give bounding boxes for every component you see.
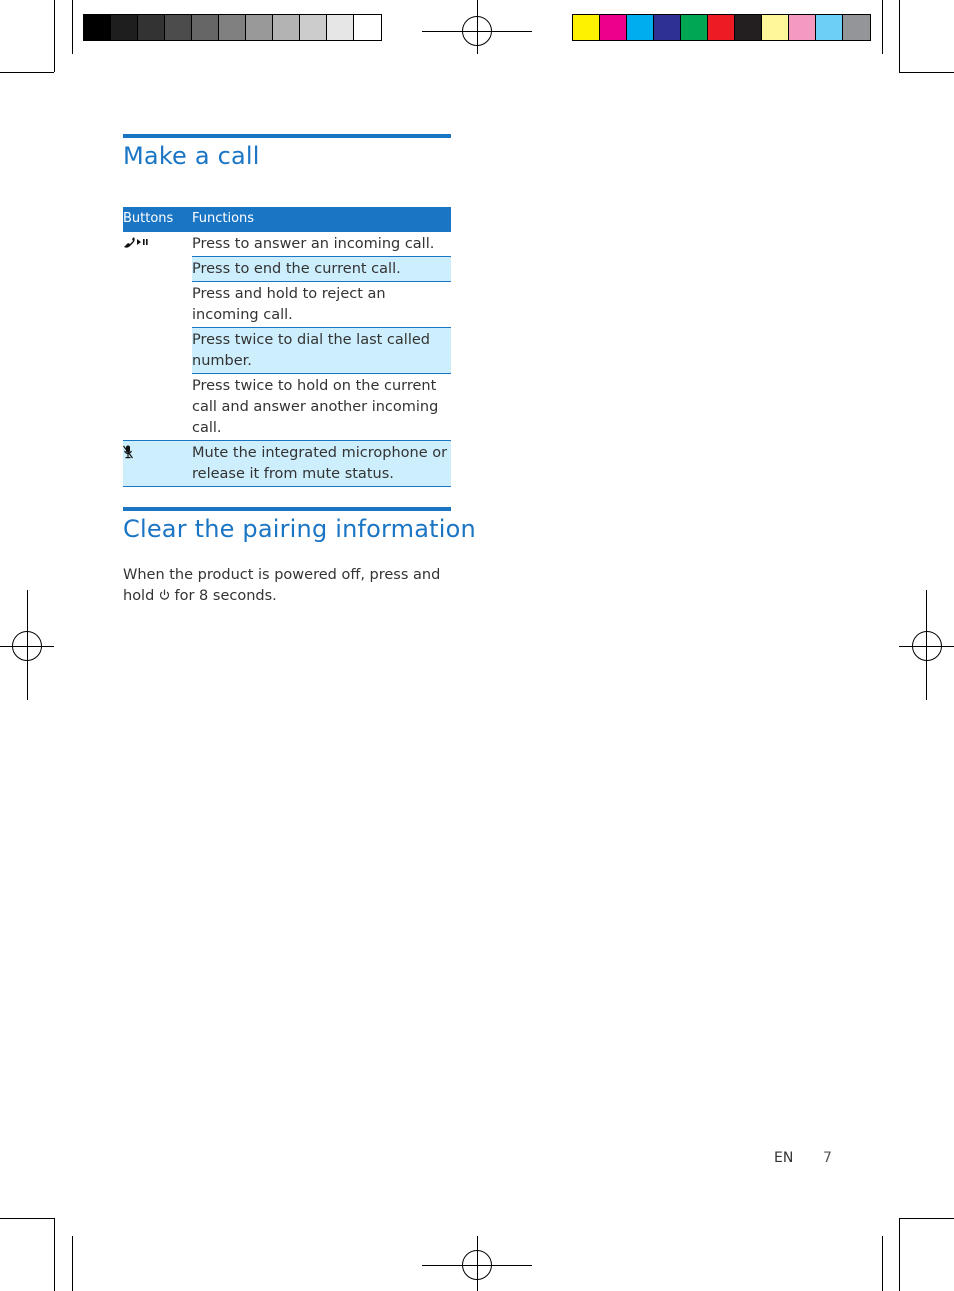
color-swatch bbox=[246, 15, 273, 40]
header-buttons: Buttons bbox=[123, 211, 174, 226]
header-functions: Functions bbox=[192, 211, 255, 226]
section-title-make-a-call: Make a call bbox=[123, 142, 260, 170]
color-swatch bbox=[354, 15, 381, 40]
body-text-after: for 8 seconds. bbox=[169, 588, 277, 604]
body-text-before: When the product is powered off, press and hold bbox=[123, 567, 441, 604]
color-swatch bbox=[627, 15, 654, 40]
color-swatch bbox=[816, 15, 843, 40]
crop-mark bbox=[899, 1218, 900, 1291]
section-title-clear-pairing: Clear the pairing information bbox=[123, 515, 476, 543]
color-swatch bbox=[273, 15, 300, 40]
color-swatch bbox=[843, 15, 870, 40]
crop-mark bbox=[54, 0, 55, 72]
crop-mark bbox=[477, 0, 478, 54]
phone-play-pause-icon bbox=[123, 236, 151, 250]
crop-mark bbox=[899, 72, 954, 73]
footer-language: EN bbox=[774, 1150, 794, 1166]
color-swatch bbox=[654, 15, 681, 40]
color-swatch-bar bbox=[572, 14, 871, 41]
crop-mark bbox=[899, 0, 900, 72]
color-swatch bbox=[681, 15, 708, 40]
crop-mark bbox=[477, 1236, 478, 1291]
color-swatch bbox=[708, 15, 735, 40]
function-cell: Press twice to dial the last called number. bbox=[192, 328, 451, 374]
color-swatch bbox=[789, 15, 816, 40]
section-rule bbox=[123, 134, 451, 138]
crop-mark bbox=[27, 590, 28, 700]
crop-mark bbox=[0, 72, 54, 73]
function-cell: Press twice to hold on the current call and answer another incoming call. bbox=[192, 374, 451, 441]
button-cell bbox=[123, 282, 192, 328]
button-cell bbox=[123, 232, 192, 257]
crop-mark bbox=[0, 1218, 54, 1219]
gray-swatch-bar bbox=[83, 14, 382, 41]
button-cell bbox=[123, 257, 192, 282]
color-swatch bbox=[735, 15, 762, 40]
table-row bbox=[123, 328, 451, 374]
table-header bbox=[123, 207, 451, 230]
section-rule bbox=[123, 507, 451, 511]
color-swatch bbox=[327, 15, 354, 40]
crop-mark bbox=[72, 1236, 73, 1291]
table-row bbox=[123, 257, 451, 282]
table-row bbox=[123, 374, 451, 441]
body-paragraph bbox=[123, 565, 443, 607]
crop-mark bbox=[882, 0, 883, 54]
page-number: 7 bbox=[823, 1150, 832, 1166]
color-swatch bbox=[84, 15, 111, 40]
color-swatch bbox=[762, 15, 789, 40]
function-cell: Press to end the current call. bbox=[192, 257, 451, 282]
color-swatch bbox=[111, 15, 138, 40]
color-swatch bbox=[192, 15, 219, 40]
crop-mark bbox=[899, 1218, 954, 1219]
color-swatch bbox=[165, 15, 192, 40]
color-swatch bbox=[573, 15, 600, 40]
color-swatch bbox=[138, 15, 165, 40]
color-swatch bbox=[600, 15, 627, 40]
button-cell bbox=[123, 374, 192, 441]
crop-mark bbox=[926, 590, 927, 700]
color-swatch bbox=[219, 15, 246, 40]
function-cell: Press to answer an incoming call. bbox=[192, 232, 451, 257]
crop-mark bbox=[882, 1236, 883, 1291]
button-cell bbox=[123, 441, 192, 487]
power-icon bbox=[159, 589, 170, 601]
crop-mark bbox=[72, 0, 73, 54]
table-row bbox=[123, 282, 451, 328]
functions-table bbox=[123, 207, 451, 487]
function-cell: Press and hold to reject an incoming call. bbox=[192, 282, 451, 328]
crop-mark bbox=[54, 1218, 55, 1291]
table-row bbox=[123, 232, 451, 257]
table-row bbox=[123, 441, 451, 487]
mic-mute-icon bbox=[123, 445, 133, 459]
color-swatch bbox=[300, 15, 327, 40]
button-cell bbox=[123, 328, 192, 374]
function-cell: Mute the integrated microphone or release it from mute status. bbox=[192, 441, 451, 487]
